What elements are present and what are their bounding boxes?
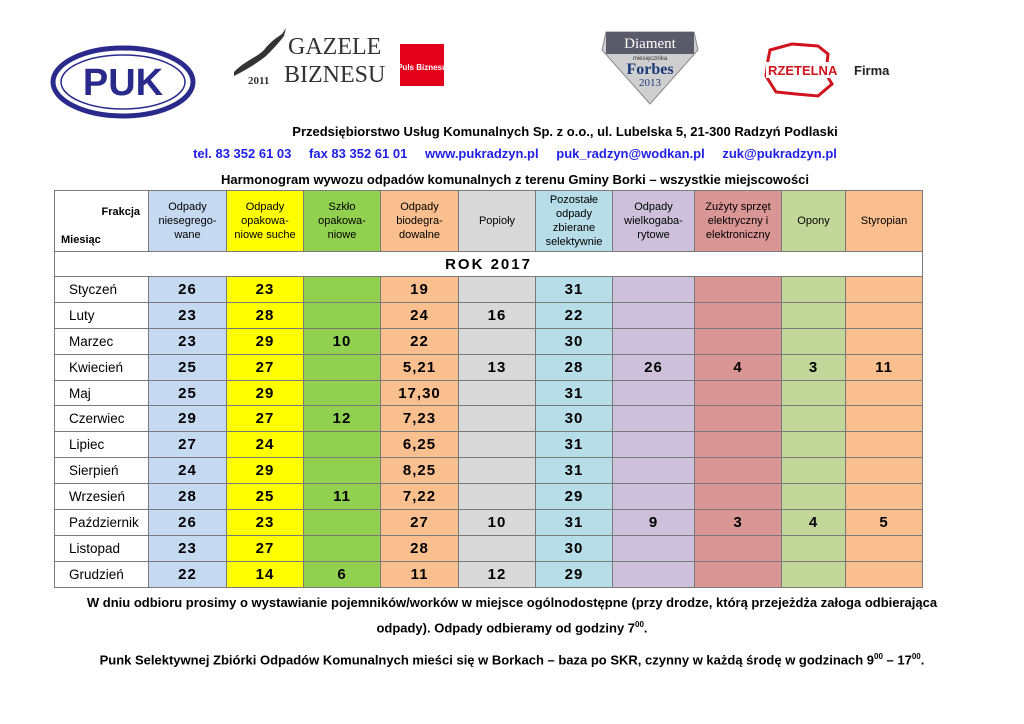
website-link[interactable]: www.pukradzyn.pl <box>424 146 539 161</box>
footer-collection-point: Punk Selektywnej Zbiórki Odpadów Komunalnych mieści się w Borkach – baza po SKR, czynny w każdą środę w godzinach $9^{00} - 17^{00}$. <box>99 652 925 668</box>
col-header-packaging-dry: Odpady opakowa-niowe suche <box>227 191 304 252</box>
rzetelna-firma-logo <box>762 40 902 102</box>
company-address: Przedsiębiorstwo Usług Komunalnych Sp. z o.o., ul. Lubelska 5, 21-300 Radzyń Podlaski <box>292 124 838 139</box>
date-cell: 6 <box>304 561 381 587</box>
month-cell: Lipiec <box>55 432 149 458</box>
svg-text:RZETELNA: RZETELNA <box>768 63 838 78</box>
date-cell <box>304 510 381 536</box>
date-cell <box>782 432 846 458</box>
date-cell <box>846 380 923 406</box>
svg-text:Diament: Diament <box>624 36 676 52</box>
year-row <box>55 252 923 277</box>
date-cell: 26 <box>613 354 695 380</box>
date-cell: 23 <box>227 510 304 536</box>
col-header-bio: Odpady biodegra-dowalne <box>381 191 459 252</box>
date-cell: 6,25 <box>381 432 459 458</box>
date-cell: 10 <box>304 328 381 354</box>
date-cell <box>459 432 536 458</box>
date-cell <box>695 561 782 587</box>
table-row <box>55 535 923 561</box>
table-row <box>55 510 923 536</box>
date-cell <box>304 354 381 380</box>
month-cell: Czerwiec <box>55 406 149 432</box>
email-link-puk[interactable]: puk_radzyn@wodkan.pl <box>556 146 705 161</box>
date-cell <box>782 380 846 406</box>
col-header-tyres: Opony <box>782 191 846 252</box>
schedule-table <box>54 190 923 588</box>
date-cell: 3 <box>782 354 846 380</box>
date-cell: 29 <box>227 328 304 354</box>
gazele-biznesu-logo <box>226 20 448 92</box>
date-cell: 13 <box>459 354 536 380</box>
month-cell: Październik <box>55 510 149 536</box>
forbes-diamond-logo <box>600 28 700 106</box>
date-cell: 4 <box>695 354 782 380</box>
date-cell <box>613 458 695 484</box>
footer-notice <box>60 592 964 639</box>
contact-line <box>150 146 880 161</box>
table-row <box>55 380 923 406</box>
date-cell: 31 <box>536 510 613 536</box>
date-cell: 27 <box>149 432 227 458</box>
date-cell: 23 <box>149 535 227 561</box>
svg-text:Firma: Firma <box>854 63 890 78</box>
date-cell <box>459 277 536 303</box>
date-cell: 26 <box>149 510 227 536</box>
date-cell <box>695 277 782 303</box>
date-cell <box>459 535 536 561</box>
date-cell: 24 <box>149 458 227 484</box>
date-cell <box>695 458 782 484</box>
date-cell: 31 <box>536 458 613 484</box>
table-row <box>55 302 923 328</box>
year-label: ROK 2017 <box>55 252 923 277</box>
date-cell <box>304 302 381 328</box>
date-cell: 29 <box>227 458 304 484</box>
svg-text:miesięcznika: miesięcznika <box>632 56 668 62</box>
date-cell: 17,30 <box>381 380 459 406</box>
date-cell: 11 <box>381 561 459 587</box>
month-cell: Grudzień <box>55 561 149 587</box>
date-cell <box>304 380 381 406</box>
date-cell <box>304 277 381 303</box>
date-cell <box>695 328 782 354</box>
date-cell <box>459 458 536 484</box>
svg-text:Forbes: Forbes <box>626 61 674 78</box>
date-cell <box>782 406 846 432</box>
date-cell <box>304 432 381 458</box>
date-cell: 24 <box>381 302 459 328</box>
date-cell <box>846 535 923 561</box>
date-cell: 29 <box>149 406 227 432</box>
puk-logo <box>50 45 196 119</box>
date-cell: 11 <box>304 484 381 510</box>
month-cell: Marzec <box>55 328 149 354</box>
date-cell: 10 <box>459 510 536 536</box>
date-cell <box>613 406 695 432</box>
month-cell: Wrzesień <box>55 484 149 510</box>
table-row <box>55 354 923 380</box>
date-cell <box>613 277 695 303</box>
table-row <box>55 561 923 587</box>
date-cell: 28 <box>149 484 227 510</box>
date-cell <box>613 380 695 406</box>
col-header-mixed: Odpady niesegrego-wane <box>149 191 227 252</box>
date-cell: 23 <box>227 277 304 303</box>
corner-cell <box>55 191 149 252</box>
date-cell: 24 <box>227 432 304 458</box>
date-cell: 26 <box>149 277 227 303</box>
date-cell: 11 <box>846 354 923 380</box>
date-cell <box>695 432 782 458</box>
date-cell <box>459 380 536 406</box>
email-link-zuk[interactable]: zuk@pukradzyn.pl <box>722 146 837 161</box>
date-cell: 31 <box>536 432 613 458</box>
date-cell: 8,25 <box>381 458 459 484</box>
table-row <box>55 432 923 458</box>
date-cell: 22 <box>381 328 459 354</box>
date-cell: 23 <box>149 302 227 328</box>
date-cell <box>846 561 923 587</box>
month-cell: Maj <box>55 380 149 406</box>
date-cell <box>459 328 536 354</box>
date-cell <box>782 535 846 561</box>
month-label: Miesiąc <box>61 234 101 246</box>
table-row <box>55 484 923 510</box>
date-cell <box>846 406 923 432</box>
date-cell: 28 <box>536 354 613 380</box>
date-cell <box>846 458 923 484</box>
fraction-label: Frakcja <box>101 206 140 218</box>
month-cell: Kwiecień <box>55 354 149 380</box>
date-cell: 29 <box>536 561 613 587</box>
date-cell <box>782 484 846 510</box>
date-cell: 29 <box>227 380 304 406</box>
date-cell <box>695 484 782 510</box>
date-cell <box>846 328 923 354</box>
date-cell: 30 <box>536 328 613 354</box>
date-cell <box>459 484 536 510</box>
date-cell <box>613 561 695 587</box>
date-cell <box>695 380 782 406</box>
date-cell: 12 <box>459 561 536 587</box>
date-cell: 30 <box>536 535 613 561</box>
date-cell: 5,21 <box>381 354 459 380</box>
date-cell <box>782 561 846 587</box>
fax-number[interactable]: fax 83 352 61 01 <box>309 146 408 161</box>
date-cell <box>782 458 846 484</box>
svg-text:GAZELE: GAZELE <box>288 34 382 60</box>
col-header-glass: Szkło opakowa-niowe <box>304 191 381 252</box>
schedule-rows <box>55 277 923 588</box>
month-cell: Luty <box>55 302 149 328</box>
date-cell: 22 <box>536 302 613 328</box>
date-cell: 23 <box>149 328 227 354</box>
date-cell <box>304 458 381 484</box>
col-header-styrofoam: Styropian <box>846 191 923 252</box>
table-row <box>55 328 923 354</box>
date-cell: 27 <box>381 510 459 536</box>
footer-line-1: W dniu odbioru prosimy o wystawianie pojemników/worków w miejsce ogólnodostępne (przy drodze, którą przejeżdża załoga odbierająca <box>86 595 938 610</box>
date-cell: 25 <box>149 354 227 380</box>
date-cell: 12 <box>304 406 381 432</box>
date-cell <box>782 302 846 328</box>
table-row <box>55 406 923 432</box>
table-row <box>55 458 923 484</box>
date-cell: 14 <box>227 561 304 587</box>
date-cell: 31 <box>536 277 613 303</box>
date-cell: 27 <box>227 354 304 380</box>
date-cell: 7,23 <box>381 406 459 432</box>
schedule-title: Harmonogram wywozu odpadów komunalnych z terenu Gminy Borki – wszystkie miejscowości <box>220 172 810 187</box>
date-cell: 28 <box>381 535 459 561</box>
svg-text:2011: 2011 <box>248 75 270 87</box>
svg-text:Puls Biznesu: Puls Biznesu <box>397 63 447 72</box>
date-cell: 9 <box>613 510 695 536</box>
col-header-bulky: Odpady wielkogaba-rytowe <box>613 191 695 252</box>
date-cell <box>695 406 782 432</box>
date-cell: 22 <box>149 561 227 587</box>
date-cell <box>613 484 695 510</box>
date-cell: 4 <box>782 510 846 536</box>
month-cell: Listopad <box>55 535 149 561</box>
phone-number[interactable]: tel. 83 352 61 03 <box>193 146 292 161</box>
date-cell: 27 <box>227 535 304 561</box>
date-cell: 31 <box>536 380 613 406</box>
date-cell <box>304 535 381 561</box>
date-cell <box>613 302 695 328</box>
date-cell: 5 <box>846 510 923 536</box>
date-cell <box>459 406 536 432</box>
col-header-ash: Popioły <box>459 191 536 252</box>
date-cell <box>782 328 846 354</box>
date-cell: 19 <box>381 277 459 303</box>
date-cell: 30 <box>536 406 613 432</box>
date-cell <box>846 277 923 303</box>
date-cell: 25 <box>227 484 304 510</box>
month-cell: Styczeń <box>55 277 149 303</box>
svg-text:PUK: PUK <box>82 62 164 104</box>
month-cell: Sierpień <box>55 458 149 484</box>
date-cell: 3 <box>695 510 782 536</box>
date-cell <box>613 328 695 354</box>
col-header-other-selective: Pozostałe odpady zbierane selektywnie <box>536 191 613 252</box>
date-cell: 7,22 <box>381 484 459 510</box>
date-cell <box>846 484 923 510</box>
date-cell <box>846 302 923 328</box>
footer-line-2: odpady). Odpady odbieramy od godziny $7^{00}$. <box>376 620 648 636</box>
date-cell <box>613 535 695 561</box>
date-cell: 29 <box>536 484 613 510</box>
date-cell: 25 <box>149 380 227 406</box>
table-row <box>55 277 923 303</box>
date-cell <box>613 432 695 458</box>
col-header-electronics: Zużyty sprzęt elektryczny i elektroniczny <box>695 191 782 252</box>
date-cell: 16 <box>459 302 536 328</box>
svg-text:BIZNESU: BIZNESU <box>284 62 386 88</box>
date-cell <box>695 535 782 561</box>
header-row <box>55 191 923 252</box>
date-cell: 28 <box>227 302 304 328</box>
svg-text:2013: 2013 <box>639 77 661 89</box>
date-cell <box>846 432 923 458</box>
date-cell <box>695 302 782 328</box>
date-cell: 27 <box>227 406 304 432</box>
date-cell <box>782 277 846 303</box>
